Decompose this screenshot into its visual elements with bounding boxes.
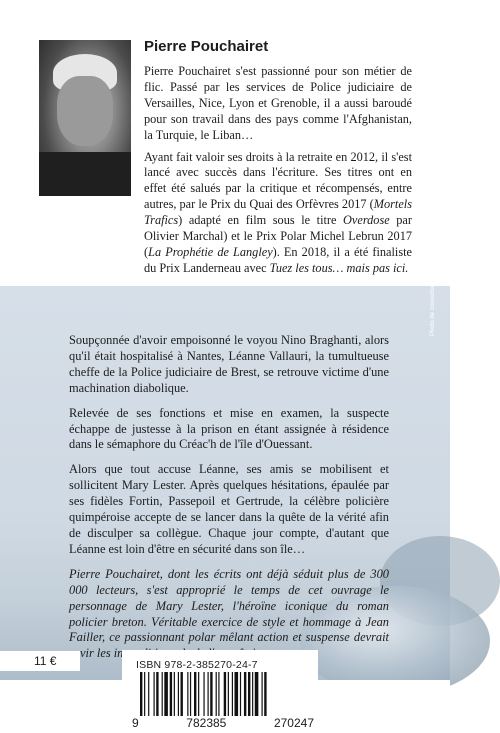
barcode-digit-lead: 9 [132,716,139,730]
barcode-bar [244,672,246,716]
barcode-bar [198,672,199,716]
barcode [140,672,312,716]
blurb-paragraph-2: Relevée de ses fonctions et mise en examen, la suspecte échappe de justesse à la prison en étant assignée à résidence dans le sémaphore du Créac'h de l'île d'Ouessant. [69,405,389,452]
barcode-bar [162,672,163,716]
bio-paragraph-1: Pierre Pouchairet s'est passionné pour son métier de flic. Passé par les services de Police judiciaire de Versailles, Nice, Lyon et Grenoble, il a aussi baroudé pour son travail dans des pays comme l'Afghanistan, la Turquie, le Liban… [144,64,412,142]
barcode-bar [216,672,217,716]
barcode-bar [224,672,226,716]
barcode-bar [140,672,142,716]
barcode-bar [190,672,191,716]
barcode-bar [144,672,145,716]
barcode-bar [210,672,212,716]
blurb-paragraph-1: Soupçonnée d'avoir empoisonné le voyou Nino Braghanti, alors qu'il était hospitalisé à Nantes, Léanne Vallauri, la tumultueuse cheffe de la Police judiciaire de Brest, se retrouve victime d'une machination diabolique. [69,333,389,395]
price-value: 11 € [34,654,57,668]
blurb-paragraph-4: Pierre Pouchairet, dont les écrits ont déjà séduit plus de 300 000 lecteurs, s'est approprié le temps de cet ouvrage le personnage de Mary Lester, l'héroïne iconique du roman policier breton. Véritable exercice de style et hommage à Jean Failler, ce passionnant polar mêlant action et suspense devrait ravir les [69,566,389,661]
barcode-bar [154,672,155,716]
barcode-bar [170,672,172,716]
book-blurb [69,333,389,671]
author-photo [39,40,131,196]
barcode-bar [208,672,209,716]
barcode-bar [174,672,175,716]
barcode-bar [262,672,263,716]
barcode-bar [203,672,204,716]
bio-paragraph-2: Ayant fait valoir ses droits à la retraite en 2012, il s'est lancé avec succès dans l'écriture. Ses titres ont en effet été salués par la critique et récompensés, entre autres, par le Prix du Quai des Orfèvres 2017 (Mortels Trafics) adapté en film sous le titre Overdose par Olivier Marchal) et le Prix Polar Michel Lebrun 2017 (La Prophétie de Langley). En 2018, il a été finaliste du Prix Landerneau avec Tuez les tous… mais pas ici. [144,149,412,275]
barcode-bar [164,672,168,716]
barcode-bar [228,672,229,716]
barcode-bar [148,672,149,716]
barcode-bar [181,672,183,716]
barcode-bar [252,672,253,716]
author-name: Pierre Pouchairet [144,38,269,55]
barcode-bar [178,672,179,716]
author-bio [144,64,412,283]
blurb-paragraph-3: Alors que tout accuse Léanne, ses amis se mobilisent et sollicitent Mary Lester. Après quelques hésitations, épaulée par ses fidèles Fortin, Passepoil et Gertrude, la célèbre policière quimpéroise accepte de se lancer dans la quête de la vérité afin de disculper sa collègue. Chaque jour compte, d'autant que Léanne est loin d'être en sécurité dans son île… [69,462,389,556]
barcode-bar [232,672,233,716]
price-tag [0,651,80,671]
barcode-digits [132,716,314,730]
barcode-bar [240,672,241,716]
barcode-bar [264,672,266,716]
barcode-bar [248,672,250,716]
barcode-digit-group-2: 270247 [273,716,314,730]
photo-credit: Photo de couverture : © Mathieu Rivrin [430,232,436,336]
barcode-bar [156,672,158,716]
barcode-bar [255,672,259,716]
barcode-bar [194,672,196,716]
barcode-digit-group-1: 782385 [186,716,227,730]
barcode-bar [187,672,188,716]
barcode-bar [235,672,239,716]
author-section [0,0,450,286]
isbn-number: ISBN 978-2-385270-24-7 [136,659,258,671]
barcode-bar [218,672,219,716]
